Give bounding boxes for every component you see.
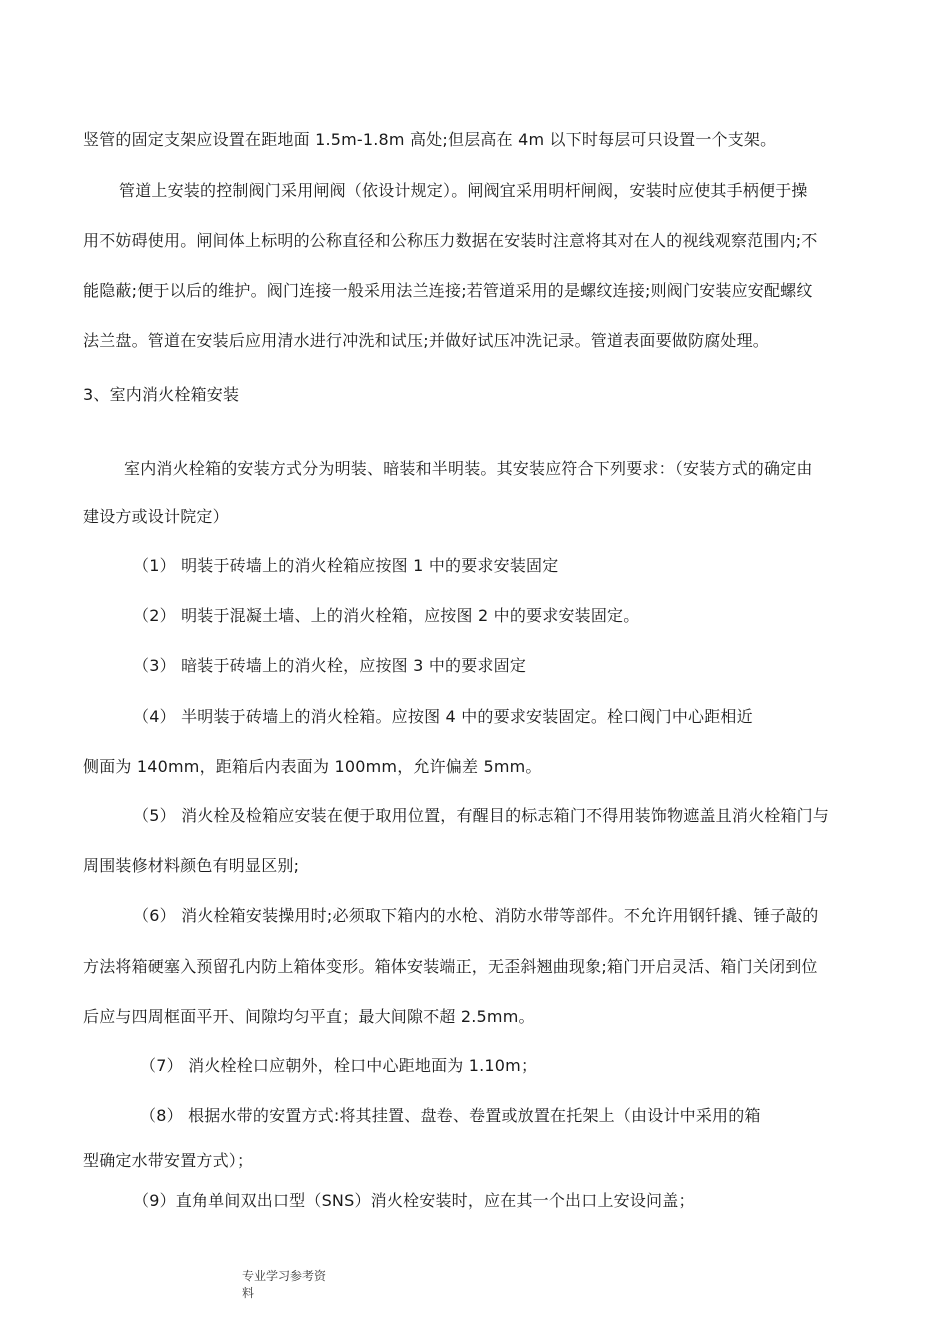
- list-item: （4） 半明装于砖墙上的消火栓箱。应按图 4 中的要求安装固定。栓口阀门中心距相近: [133, 707, 753, 726]
- list-item: （1） 明装于砖墙上的消火栓箱应按图 1 中的要求安装固定: [133, 556, 559, 575]
- list-item: （9）直角单间双出口型（SNS）消火栓安装时，应在其一个出口上安设问盖；: [133, 1191, 695, 1210]
- list-item: （2） 明装于混凝土墙、上的消火栓箱，应按图 2 中的要求安装固定。: [133, 606, 640, 625]
- list-item: （3） 暗装于砖墙上的消火栓，应按图 3 中的要求固定: [133, 656, 527, 675]
- section-heading: 3、室内消火栓箱安装: [83, 385, 240, 404]
- text-line: 能隐蔽;便于以后的维护。阀门连接一般采用法兰连接;若管道采用的是螺纹连接;则阀门安装应安配螺纹: [83, 281, 813, 300]
- text-line: 用不妨碍使用。闸间体上标明的公称直径和公称压力数据在安装时注意将其对在人的视线观察范围内;不: [83, 231, 818, 250]
- text-line: 管道上安装的控制阀门采用闸阀（依设计规定）。闸阀宜采用明杆闸阀，安装时应使其手柄便于操: [119, 181, 808, 200]
- text-line: 方法将箱硬塞入预留孔内防上箱体变形。箱体安装端正，无歪斜翘曲现象;箱门开启灵活、箱门关闭到位: [83, 957, 818, 976]
- text-line: 竖管的固定支架应设置在距地面 1.5m-1.8m 高处;但层高在 4m 以下时每层可只设置一个支架。: [83, 130, 777, 149]
- list-item: （8） 根据水带的安置方式:将其挂置、盘卷、卷置或放置在托架上（由设计中采用的箱: [140, 1106, 761, 1125]
- text-line: 后应与四周框面平开、间隙均匀平直；最大间隙不超 2.5mm。: [83, 1007, 535, 1026]
- list-item: （7） 消火栓栓口应朝外，栓口中心距地面为 1.10m；: [140, 1056, 538, 1075]
- footer-line: 料: [242, 1286, 255, 1300]
- list-item: （6） 消火栓箱安装操用时;必须取下箱内的水枪、消防水带等部件。不允许用钢钎撬、锤子敲的: [133, 906, 819, 925]
- text-line: 侧面为 140mm，距箱后内表面为 100mm，允许偏差 5mm。: [83, 757, 542, 776]
- text-line: 法兰盘。管道在安装后应用清水进行冲洗和试压;并做好试压冲洗记录。管道表面要做防腐处理。: [83, 331, 769, 350]
- page-footer: [242, 1268, 326, 1302]
- text-line: 型确定水带安置方式）；: [83, 1151, 254, 1170]
- text-line: 建设方或设计院定）: [83, 507, 229, 526]
- text-line: 室内消火栓箱的安装方式分为明装、暗装和半明装。其安装应符合下列要求：（安装方式的确定由: [124, 459, 813, 478]
- text-line: 周围装修材料颜色有明显区别;: [83, 856, 300, 875]
- footer-line: 专业学习参考资: [242, 1269, 327, 1283]
- list-item: （5） 消火栓及检箱应安装在便于取用位置，有醒目的标志箱门不得用装饰物遮盖且消火栓箱门与: [133, 806, 830, 825]
